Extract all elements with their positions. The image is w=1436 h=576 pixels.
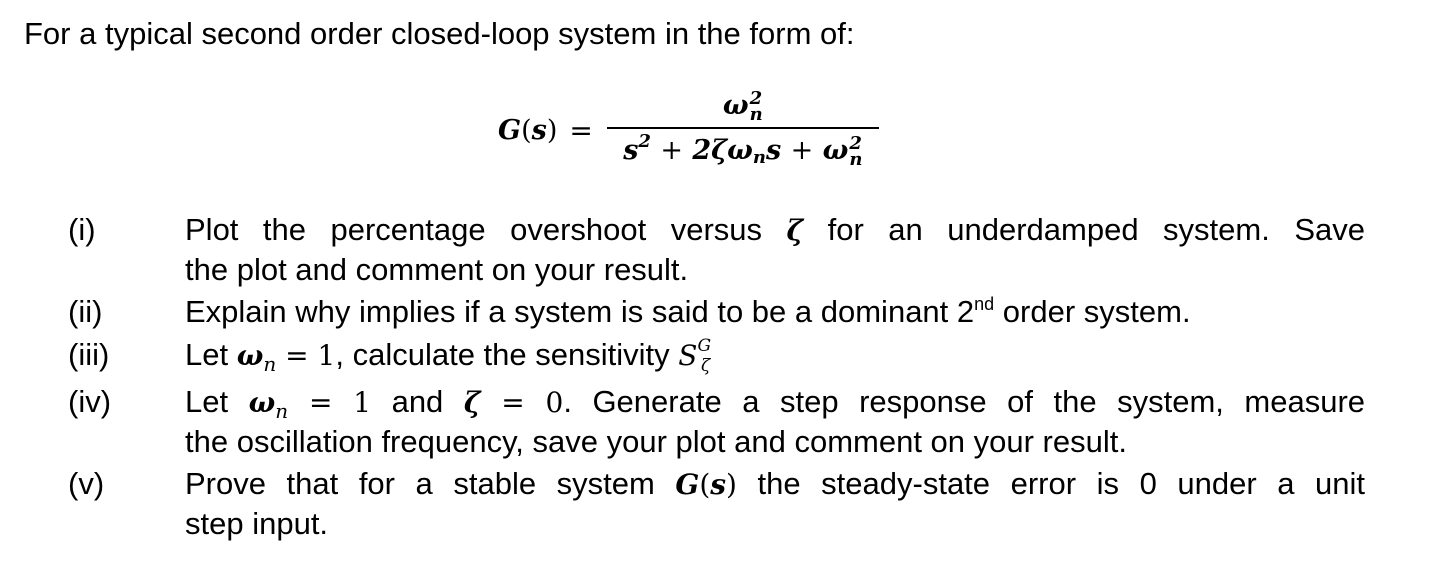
item-label-ii: (ii) [68,294,103,329]
fraction-bar [607,127,879,129]
item-iii-text: Let ωn = 1, calculate the sensitivity $S^G\zeta$ [185,336,712,376]
item-iv-line-1: Let ωn = 1 and ζ = 0. Generate a step response of the system, measure [185,384,1365,422]
item-label-iii: (iii) [68,337,110,372]
item-label-i: (i) [68,212,96,247]
item-label-iv: (iv) [68,384,112,419]
item-i-line-2: the plot and comment on your result. [185,252,689,287]
transfer-function-equation [498,80,879,180]
equation-fraction [607,86,879,174]
equation-numerator: ω 2 n [722,87,763,125]
item-v-line-1: Prove that for a stable system G(s) the steady-state error is 0 under a unit [185,466,1365,501]
item-iv-line-2: the oscillation frequency, save your plot and comment on your result. [185,424,1127,459]
item-label-v: (v) [68,466,105,501]
item-ii-text: Explain why implies if a system is said to be a dominant 2nd order system. [185,294,1191,329]
equation-denominator: $s^2 + 2\zeta\omega ns + \omega$ 2 n [623,131,863,170]
equation-equals: = [569,113,593,147]
equation-lhs: G(s) [498,114,558,146]
item-i-line-1: Plot the percentage overshoot versus ζ for an underdamped system. Save [185,212,1365,247]
intro-text: For a typical second order closed-loop system in the form of: [24,16,855,51]
item-v-line-2: step input. [185,506,329,541]
